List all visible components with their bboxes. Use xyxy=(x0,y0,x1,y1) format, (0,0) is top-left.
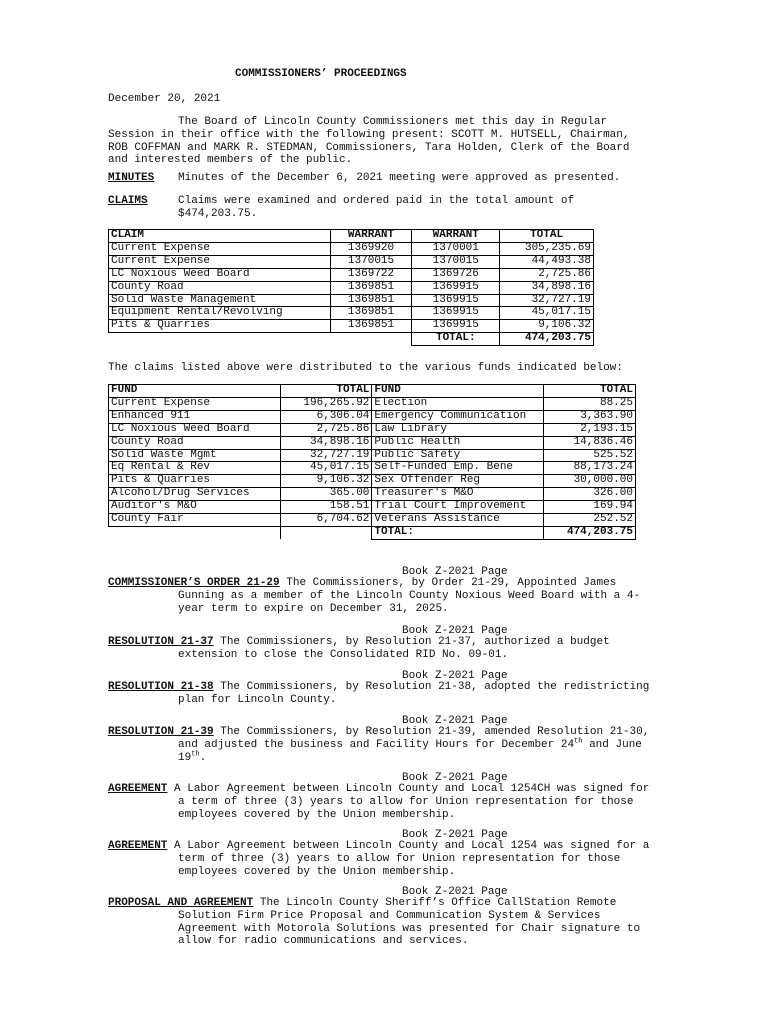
funds-row xyxy=(109,449,636,462)
minutes-label: MINUTES xyxy=(108,172,155,184)
fund-total-right: 2,193.15 xyxy=(544,423,636,436)
claim-total: 32,727.19 xyxy=(500,294,594,307)
claims-row xyxy=(109,281,594,294)
item-continuation: Gunning as a member of the Lincoln County Noxious Weed Board with a 4- xyxy=(178,589,641,602)
funds-total-label: TOTAL: xyxy=(372,526,544,539)
fund-name-right: Emergency Communication xyxy=(372,410,544,423)
fund-name-left: County Fair xyxy=(109,514,281,527)
claims-row xyxy=(109,255,594,268)
intro-paragraph xyxy=(108,116,668,167)
fund-total-right: 14,836.46 xyxy=(544,436,636,449)
funds-total-spacer xyxy=(109,526,281,539)
fund-total-right: 525.52 xyxy=(544,449,636,462)
intro-line-2: Session in their office with the following present: SCOTT M. HUTSELL, Chairman, xyxy=(108,128,630,141)
item-first-line xyxy=(108,897,688,910)
claim-name: Current Expense xyxy=(109,255,331,268)
fund-name-left: County Road xyxy=(109,436,281,449)
claims-header-total: TOTAL xyxy=(500,230,594,243)
item-first-text: The Commissioners, by Resolution 21-37, authorized a budget xyxy=(220,636,610,648)
item-label: PROPOSAL AND AGREEMENT xyxy=(108,897,254,909)
funds-row xyxy=(109,436,636,449)
fund-total-right: 169.94 xyxy=(544,501,636,514)
fund-total-left: 6,306.04 xyxy=(280,410,372,423)
intro-line-4: and interested members of the public. xyxy=(108,154,353,167)
item-text-d: . xyxy=(199,751,207,764)
item-continuation: extension to close the Consolidated RID No. 09-01. xyxy=(178,648,509,661)
fund-name-right: Sex Offender Reg xyxy=(372,475,544,488)
claim-total: 45,017.15 xyxy=(500,307,594,320)
item-first-text: The Lincoln County Sheriff’s Office CallStation Remote xyxy=(259,897,617,909)
fund-name-right: Public Health xyxy=(372,436,544,449)
fund-name-left: Pits & Quarries xyxy=(109,475,281,488)
warrant-to: 1369915 xyxy=(412,320,500,333)
claims-row xyxy=(109,320,594,333)
meeting-date: December 20, 2021 xyxy=(108,93,221,105)
item-first-text: The Commissioners, by Resolution 21-38, adopted the redistricting xyxy=(220,681,650,693)
item-first-text: The Commissioners, by Resolution 21-39, amended Resolution 21-30, xyxy=(220,726,650,738)
fund-name-right: Treasurer's M&O xyxy=(372,488,544,501)
claim-total: 9,106.32 xyxy=(500,320,594,333)
fund-name-right: Public Safety xyxy=(372,449,544,462)
funds-row xyxy=(109,475,636,488)
fund-total-right: 3,363.90 xyxy=(544,410,636,423)
claim-total: 2,725.86 xyxy=(500,268,594,281)
funds-row xyxy=(109,501,636,514)
warrant-to: 1370015 xyxy=(412,255,500,268)
item-continuation: plan for Lincoln County. xyxy=(178,693,337,706)
claim-total: 44,493.38 xyxy=(500,255,594,268)
fund-total-left: 45,017.15 xyxy=(280,462,372,475)
claims-row xyxy=(109,268,594,281)
proceeding-item xyxy=(108,783,688,821)
ordinal-suffix: th xyxy=(574,737,583,746)
book-reference: Book Z-2021 Page xyxy=(402,566,508,578)
claims-header-row xyxy=(109,230,594,243)
fund-total-right: 30,000.00 xyxy=(544,475,636,488)
item-first-line xyxy=(108,783,688,796)
claim-name: Current Expense xyxy=(109,242,331,255)
fund-name-left: Enhanced 911 xyxy=(109,410,281,423)
warrant-to: 1369726 xyxy=(412,268,500,281)
item-first-text: The Commissioners, by Order 21-29, Appointed James xyxy=(286,577,617,589)
item-label: AGREEMENT xyxy=(108,840,168,852)
claims-text-2: $474,203.75. xyxy=(178,207,258,220)
item-label: RESOLUTION 21-38 xyxy=(108,681,214,693)
item-first-line xyxy=(108,636,688,649)
item-text-c: 19 xyxy=(178,751,192,764)
claims-row xyxy=(109,242,594,255)
claims-total-spacer xyxy=(330,333,412,346)
page-title: COMMISSIONERS’ PROCEEDINGS xyxy=(235,68,407,80)
claim-total: 34,898.16 xyxy=(500,281,594,294)
fund-name-right: Law Library xyxy=(372,423,544,436)
claims-total-row xyxy=(109,333,594,346)
warrant-from: 1369851 xyxy=(330,294,412,307)
item-label: RESOLUTION 21-39 xyxy=(108,726,214,738)
funds-header-total-left: TOTAL xyxy=(280,385,372,398)
item-text-b: and June xyxy=(582,738,642,751)
minutes-text: Minutes of the December 6, 2021 meeting were approved as presented. xyxy=(178,172,621,184)
fund-total-left: 32,727.19 xyxy=(280,449,372,462)
claims-text-1: Claims were examined and ordered paid in the total amount of xyxy=(178,195,575,207)
fund-name-left: LC Noxious Weed Board xyxy=(109,423,281,436)
claims-total-label: TOTAL: xyxy=(412,333,500,346)
fund-name-left: Current Expense xyxy=(109,397,281,410)
funds-total-spacer xyxy=(280,526,372,539)
fund-name-right: Veterans Assistance xyxy=(372,514,544,527)
book-reference: Book Z-2021 Page xyxy=(402,715,508,727)
item-first-text: A Labor Agreement between Lincoln County and Local 1254CH was signed for xyxy=(174,783,650,795)
fund-total-right: 88,173.24 xyxy=(544,462,636,475)
funds-row xyxy=(109,423,636,436)
funds-header-fund-left: FUND xyxy=(109,385,281,398)
item-continuation: Agreement with Motorola Solutions was presented for Chair signature to xyxy=(178,922,641,935)
warrant-to: 1369915 xyxy=(412,281,500,294)
claims-row xyxy=(109,294,594,307)
proceeding-item xyxy=(108,897,688,948)
funds-row xyxy=(109,514,636,527)
warrant-from: 1369851 xyxy=(330,281,412,294)
claim-name: Equipment Rental/Revolving xyxy=(109,307,331,320)
funds-row xyxy=(109,462,636,475)
proceeding-item xyxy=(108,681,688,707)
fund-total-left: 34,898.16 xyxy=(280,436,372,449)
warrant-to: 1369915 xyxy=(412,294,500,307)
claims-label: CLAIMS xyxy=(108,195,148,207)
intro-line-1: The Board of Lincoln County Commissioners met this day in Regular xyxy=(178,116,608,128)
claims-total-spacer xyxy=(109,333,331,346)
warrant-to: 1369915 xyxy=(412,307,500,320)
book-reference: Book Z-2021 Page xyxy=(402,829,508,841)
funds-total-row xyxy=(109,526,636,539)
item-label: COMMISSIONER’S ORDER 21-29 xyxy=(108,577,280,589)
fund-name-right: Self-Funded Emp. Bene xyxy=(372,462,544,475)
funds-row xyxy=(109,488,636,501)
fund-total-left: 6,704.62 xyxy=(280,514,372,527)
fund-name-right: Election xyxy=(372,397,544,410)
proceeding-item xyxy=(108,636,688,662)
funds-row xyxy=(109,410,636,423)
proceeding-item xyxy=(108,577,688,615)
warrant-from: 1369851 xyxy=(330,320,412,333)
warrant-from: 1369851 xyxy=(330,307,412,320)
proceeding-item xyxy=(108,840,688,878)
warrant-from: 1369920 xyxy=(330,242,412,255)
claim-name: LC Noxious Weed Board xyxy=(109,268,331,281)
claims-row xyxy=(109,307,594,320)
claims-header-warrant-from: WARRANT xyxy=(330,230,412,243)
item-continuation xyxy=(108,749,688,765)
funds-total-value: 474,203.75 xyxy=(544,526,636,539)
item-continuation: employees covered by the Union membership. xyxy=(178,808,456,821)
funds-header-fund-right: FUND xyxy=(372,385,544,398)
funds-header-row xyxy=(109,385,636,398)
item-continuation: Solution Firm Price Proposal and Communication System & Services xyxy=(178,909,601,922)
funds-table xyxy=(108,384,636,540)
warrant-to: 1370001 xyxy=(412,242,500,255)
funds-header-total-right: TOTAL xyxy=(544,385,636,398)
item-text-a: and adjusted the business and Facility Hours for December 24 xyxy=(178,738,575,751)
claim-name: County Road xyxy=(109,281,331,294)
item-continuation: a term of three (3) years to allow for Union representation for those xyxy=(178,795,634,808)
book-reference: Book Z-2021 Page xyxy=(402,886,508,898)
fund-total-left: 158.51 xyxy=(280,501,372,514)
fund-name-left: Eq Rental & Rev xyxy=(109,462,281,475)
item-continuation: employees covered by the Union membership. xyxy=(178,865,456,878)
intro-line-3: ROB COFFMAN and MARK R. STEDMAN, Commissioners, Tara Holden, Clerk of the Board xyxy=(108,141,630,154)
item-first-text: A Labor Agreement between Lincoln County and Local 1254 was signed for a xyxy=(174,840,650,852)
item-continuation: term of three (3) years to allow for Union representation for those xyxy=(178,852,621,865)
funds-row xyxy=(109,397,636,410)
warrant-from: 1370015 xyxy=(330,255,412,268)
claims-header-warrant-to: WARRANT xyxy=(412,230,500,243)
warrant-from: 1369722 xyxy=(330,268,412,281)
book-reference: Book Z-2021 Page xyxy=(402,670,508,682)
spacer xyxy=(253,897,260,909)
claim-name: Solid Waste Management xyxy=(109,294,331,307)
fund-total-left: 365.00 xyxy=(280,488,372,501)
claims-table xyxy=(108,229,594,346)
book-reference: Book Z-2021 Page xyxy=(402,772,508,784)
fund-total-right: 252.52 xyxy=(544,514,636,527)
fund-name-left: Alcohol/Drug Services xyxy=(109,488,281,501)
item-first-line xyxy=(108,840,688,853)
fund-total-right: 326.00 xyxy=(544,488,636,501)
item-label: RESOLUTION 21-37 xyxy=(108,636,214,648)
claims-total-value: 474,203.75 xyxy=(500,333,594,346)
ordinal-suffix: th xyxy=(191,749,200,758)
distribution-note: The claims listed above were distributed to the various funds indicated below: xyxy=(108,362,623,374)
claims-header-claim: CLAIM xyxy=(109,230,331,243)
fund-total-left: 196,265.92 xyxy=(280,397,372,410)
proceeding-item xyxy=(108,726,688,764)
claim-total: 305,235.69 xyxy=(500,242,594,255)
item-first-line xyxy=(108,726,688,739)
book-reference: Book Z-2021 Page xyxy=(402,625,508,637)
claim-name: Pits & Quarries xyxy=(109,320,331,333)
item-continuation: allow for radio communications and services. xyxy=(178,935,469,948)
item-label: AGREEMENT xyxy=(108,783,168,795)
fund-total-left: 9,106.32 xyxy=(280,475,372,488)
fund-name-left: Solid Waste Mgmt xyxy=(109,449,281,462)
fund-total-right: 88.25 xyxy=(544,397,636,410)
item-continuation: year term to expire on December 31, 2025. xyxy=(178,602,449,615)
fund-name-left: Auditor's M&O xyxy=(109,501,281,514)
fund-total-left: 2,725.86 xyxy=(280,423,372,436)
item-first-line xyxy=(108,577,688,590)
item-first-line xyxy=(108,681,688,694)
fund-name-right: Trial Court Improvement xyxy=(372,501,544,514)
